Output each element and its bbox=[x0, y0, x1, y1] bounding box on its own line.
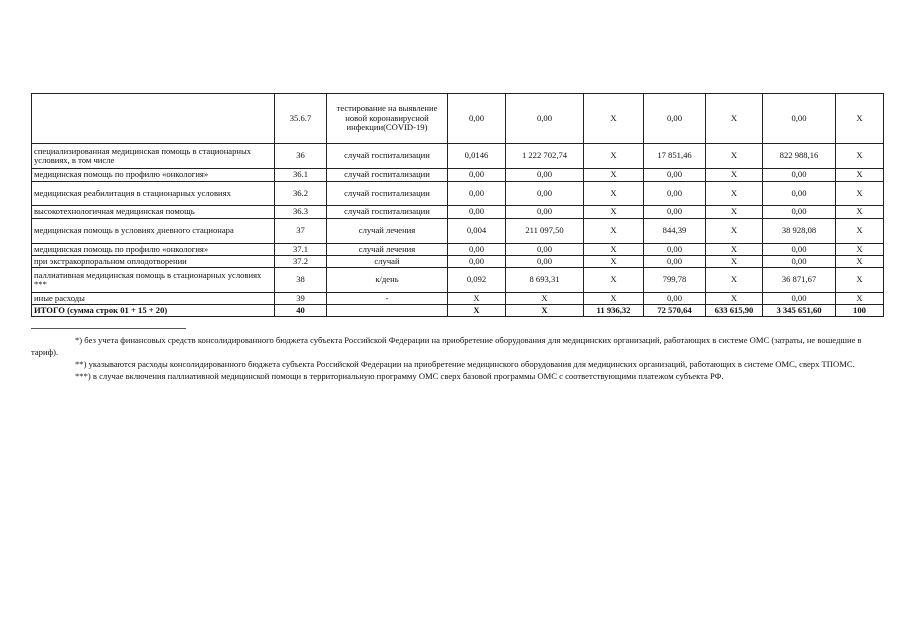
value-cell-3: X bbox=[584, 206, 644, 219]
row-name-cell: иные расходы bbox=[32, 293, 275, 305]
row-name-cell: специализированная медицинская помощь в стационарных условиях, в том числе bbox=[32, 144, 275, 169]
value-cell-7: X bbox=[836, 182, 884, 206]
value-cell-6: 38 928,08 bbox=[763, 219, 836, 244]
value-cell-2: 211 097,50 bbox=[506, 219, 584, 244]
value-cell-6: 36 871,67 bbox=[763, 268, 836, 293]
row-unit-cell: случай госпитализации bbox=[327, 144, 448, 169]
value-cell-4: 72 570,64 bbox=[644, 305, 706, 317]
row-unit-cell bbox=[327, 305, 448, 317]
value-cell-5: X bbox=[706, 219, 763, 244]
value-cell-6: 0,00 bbox=[763, 244, 836, 256]
value-cell-3: X bbox=[584, 144, 644, 169]
value-cell-4: 0,00 bbox=[644, 256, 706, 268]
value-cell-2: 0,00 bbox=[506, 169, 584, 182]
row-unit-cell: случай госпитализации bbox=[327, 206, 448, 219]
value-cell-6: 0,00 bbox=[763, 206, 836, 219]
footnote-3: ***) в случае включения паллиативной медицинской помощи в территориальную программу ОМС сверх базовой программы ОМС с соответствующими платежом субъекта РФ. bbox=[75, 371, 724, 381]
value-cell-3: X bbox=[584, 293, 644, 305]
value-cell-1: 0,00 bbox=[448, 244, 506, 256]
value-cell-7: X bbox=[836, 169, 884, 182]
row-code-cell: 36.3 bbox=[275, 206, 327, 219]
value-cell-4: 0,00 bbox=[644, 206, 706, 219]
table-row bbox=[32, 182, 884, 206]
table-row bbox=[32, 256, 884, 268]
value-cell-7: X bbox=[836, 293, 884, 305]
value-cell-6: 3 345 651,60 bbox=[763, 305, 836, 317]
value-cell-7: X bbox=[836, 219, 884, 244]
row-unit-cell: случай госпитализации bbox=[327, 169, 448, 182]
value-cell-1: 0,00 bbox=[448, 206, 506, 219]
value-cell-2: 0,00 bbox=[506, 256, 584, 268]
value-cell-3: X bbox=[584, 219, 644, 244]
footnotes bbox=[31, 334, 883, 382]
financing-table bbox=[31, 93, 884, 317]
row-code-cell: 39 bbox=[275, 293, 327, 305]
value-cell-7: X bbox=[836, 256, 884, 268]
row-code-cell: 36.1 bbox=[275, 169, 327, 182]
table-row bbox=[32, 305, 884, 317]
value-cell-6: 0,00 bbox=[763, 182, 836, 206]
table-row bbox=[32, 169, 884, 182]
value-cell-7: X bbox=[836, 94, 884, 144]
row-name-cell: медицинская помощь по профилю «онкология» bbox=[32, 169, 275, 182]
value-cell-3: X bbox=[584, 169, 644, 182]
row-name-cell: медицинская помощь по профилю «онкология» bbox=[32, 244, 275, 256]
row-name-cell: ИТОГО (сумма строк 01 + 15 + 20) bbox=[32, 305, 275, 317]
table-row bbox=[32, 219, 884, 244]
value-cell-1: 0,00 bbox=[448, 256, 506, 268]
value-cell-4: 0,00 bbox=[644, 94, 706, 144]
value-cell-3: X bbox=[584, 94, 644, 144]
value-cell-4: 0,00 bbox=[644, 182, 706, 206]
row-name-cell: медицинская помощь в условиях дневного стационара bbox=[32, 219, 275, 244]
row-unit-cell: тестирование на выявление новой коронавирусной инфекции(COVID-19) bbox=[327, 94, 448, 144]
value-cell-1: 0,00 bbox=[448, 94, 506, 144]
table-row bbox=[32, 206, 884, 219]
value-cell-1: 0,00 bbox=[448, 182, 506, 206]
row-code-cell: 35.6.7 bbox=[275, 94, 327, 144]
value-cell-3: X bbox=[584, 244, 644, 256]
value-cell-5: X bbox=[706, 206, 763, 219]
value-cell-5: X bbox=[706, 182, 763, 206]
value-cell-3: X bbox=[584, 256, 644, 268]
value-cell-6: 0,00 bbox=[763, 94, 836, 144]
value-cell-1: 0,092 bbox=[448, 268, 506, 293]
row-name-cell: паллиативная медицинская помощь в стационарных условиях *** bbox=[32, 268, 275, 293]
row-unit-cell: случай лечения bbox=[327, 244, 448, 256]
value-cell-2: 0,00 bbox=[506, 182, 584, 206]
value-cell-7: X bbox=[836, 244, 884, 256]
value-cell-7: X bbox=[836, 206, 884, 219]
value-cell-5: X bbox=[706, 268, 763, 293]
table-row bbox=[32, 94, 884, 144]
value-cell-2: X bbox=[506, 293, 584, 305]
value-cell-5: X bbox=[706, 144, 763, 169]
table-row bbox=[32, 268, 884, 293]
value-cell-1: 0,004 bbox=[448, 219, 506, 244]
value-cell-1: 0,00 bbox=[448, 169, 506, 182]
value-cell-4: 17 851,46 bbox=[644, 144, 706, 169]
footnote-1: *) без учета финансовых средств консолидированного бюджета субъекта Российской Федерации на приобретение оборудования для медицинских организаций, работающих в системе ОМС (затраты, не вошедшие в тариф). bbox=[31, 335, 862, 357]
value-cell-4: 0,00 bbox=[644, 244, 706, 256]
row-name-cell: высокотехнологичная медицинская помощь bbox=[32, 206, 275, 219]
value-cell-6: 0,00 bbox=[763, 256, 836, 268]
value-cell-1: X bbox=[448, 305, 506, 317]
value-cell-2: 0,00 bbox=[506, 244, 584, 256]
row-unit-cell: случай лечения bbox=[327, 219, 448, 244]
row-code-cell: 37 bbox=[275, 219, 327, 244]
value-cell-5: X bbox=[706, 94, 763, 144]
value-cell-5: X bbox=[706, 256, 763, 268]
row-name-cell: медицинская реабилитация в стационарных условиях bbox=[32, 182, 275, 206]
value-cell-4: 0,00 bbox=[644, 169, 706, 182]
footnote-2: **) указываются расходы консолидированного бюджета субъекта Российской Федерации на приобретение медицинского оборудования для медицинских организаций, работающих в системе ОМС, сверх ТПОМС. bbox=[75, 359, 855, 369]
row-code-cell: 36.2 bbox=[275, 182, 327, 206]
row-code-cell: 38 bbox=[275, 268, 327, 293]
value-cell-4: 0,00 bbox=[644, 293, 706, 305]
value-cell-1: X bbox=[448, 293, 506, 305]
value-cell-4: 799,78 bbox=[644, 268, 706, 293]
row-code-cell: 37.1 bbox=[275, 244, 327, 256]
value-cell-3: 11 936,32 bbox=[584, 305, 644, 317]
value-cell-6: 822 988,16 bbox=[763, 144, 836, 169]
value-cell-6: 0,00 bbox=[763, 169, 836, 182]
row-unit-cell: к/день bbox=[327, 268, 448, 293]
value-cell-2: 0,00 bbox=[506, 206, 584, 219]
row-code-cell: 36 bbox=[275, 144, 327, 169]
value-cell-5: X bbox=[706, 244, 763, 256]
value-cell-4: 844,39 bbox=[644, 219, 706, 244]
value-cell-3: X bbox=[584, 182, 644, 206]
value-cell-2: 8 693,31 bbox=[506, 268, 584, 293]
value-cell-5: 633 615,90 bbox=[706, 305, 763, 317]
footnote-separator bbox=[31, 328, 186, 329]
row-name-cell bbox=[32, 94, 275, 144]
value-cell-3: X bbox=[584, 268, 644, 293]
table-row bbox=[32, 244, 884, 256]
value-cell-5: X bbox=[706, 169, 763, 182]
value-cell-2: 1 222 702,74 bbox=[506, 144, 584, 169]
value-cell-7: X bbox=[836, 268, 884, 293]
value-cell-1: 0,0146 bbox=[448, 144, 506, 169]
row-unit-cell: - bbox=[327, 293, 448, 305]
row-unit-cell: случай госпитализации bbox=[327, 182, 448, 206]
table-row bbox=[32, 293, 884, 305]
row-unit-cell: случай bbox=[327, 256, 448, 268]
row-code-cell: 37.2 bbox=[275, 256, 327, 268]
value-cell-6: 0,00 bbox=[763, 293, 836, 305]
value-cell-7: 100 bbox=[836, 305, 884, 317]
value-cell-7: X bbox=[836, 144, 884, 169]
row-name-cell: при экстракорпоральном оплодотворении bbox=[32, 256, 275, 268]
value-cell-5: X bbox=[706, 293, 763, 305]
row-code-cell: 40 bbox=[275, 305, 327, 317]
table-row bbox=[32, 144, 884, 169]
value-cell-2: X bbox=[506, 305, 584, 317]
value-cell-2: 0,00 bbox=[506, 94, 584, 144]
